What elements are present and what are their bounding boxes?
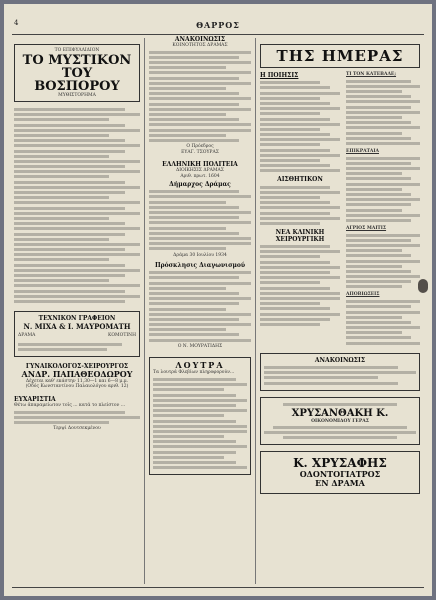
kindergarten-ad: ΝΕΑ ΚΛΙΝΙΚΗ ΧΕΙΡΟΥΡΓΙΚΗ xyxy=(275,228,325,243)
daily-box xyxy=(260,44,420,68)
police-date: Αριθ. πρωτ. 1604 xyxy=(180,173,220,179)
dentist-box xyxy=(260,451,420,494)
dentist-city: ΕΝ ΔΡΑΜΑ xyxy=(315,478,365,489)
printing-locations xyxy=(18,333,136,339)
right-top-two-cols xyxy=(260,72,420,347)
serial-label: ΤΟ ΕΠΙΦΥΛΛΙΔΙΟΝ xyxy=(54,48,100,53)
section-title: Δήμαρχος Δράμας xyxy=(169,181,231,189)
grand-title: ΧΡΥΣΑΝΘΑΚΗ Κ. xyxy=(291,407,389,419)
dentist-name: Κ. ΧΡΥΣΑΦΗΣ xyxy=(293,456,387,471)
thanks-title: ΕΥΧΑΡΙΣΤΙΑ xyxy=(14,395,56,403)
printing-heading: ΤΕΧΝΙΚΟΝ ΓΡΑΦΕΙΟΝ xyxy=(38,314,116,322)
notice-block xyxy=(149,36,251,49)
serial-box xyxy=(14,44,140,102)
police-block xyxy=(149,161,251,188)
serial-text xyxy=(14,108,140,303)
loutra-text: Τα λουτρά Φλεβίων πληροφορούν... xyxy=(153,370,235,376)
signature-block: Ο Πρόεδρος ΕΥΑΓ. ΤΣΟΥΡΑΣ xyxy=(181,144,219,155)
art-header: ΑΙΣΘΗΤΙΚΟΝ xyxy=(277,176,323,184)
masthead xyxy=(4,20,432,32)
thanks-ad xyxy=(14,396,140,432)
loutra-box xyxy=(149,357,251,475)
binding-mark xyxy=(418,279,428,293)
serial-title-1: ΤΟ ΜΥΣΤΙΚΟΝ xyxy=(22,52,132,68)
doctor-ad xyxy=(14,363,140,390)
left-column xyxy=(14,34,140,432)
newspaper-page xyxy=(4,4,432,596)
column-separator-1 xyxy=(144,38,145,584)
loutra-heading: ΛΟΥΤΡΑ xyxy=(175,360,225,371)
police-title: ΕΛΛΗΝΙΚΗ ΠΟΛΙΤΕΙΑ xyxy=(162,161,238,169)
right-column xyxy=(260,34,420,494)
newspaper-name: ΘΑΡΡΟΣ xyxy=(196,20,240,30)
left-small-heading: ΤΙ ΤΟΝ ΚΑΤΕΒΑΛΕ; xyxy=(346,72,397,77)
serial-byline: ΜΥΘΙΣΤΟΡΗΜΑ xyxy=(58,92,96,98)
printing-ad xyxy=(14,311,140,357)
column-separator-2 xyxy=(255,38,256,584)
date-line: Δράμα 30 Ιουλίου 1934 xyxy=(173,252,227,258)
daily-title: ΤΗΣ ΗΜΕΡΑΣ xyxy=(276,47,404,65)
police-sub: ΔΙΟΙΚΗΣΙΣ ΔΡΑΜΑΣ xyxy=(176,168,224,174)
thanks-text: Θέτω ἀπαραμείωτον τοῖς ... κατά το πλείστον ... xyxy=(14,402,126,408)
grand-sub: ΟΙΚΟΝΟΜΙΔΟΥ ΓΕΡΑΣ xyxy=(311,418,369,424)
printing-names: Ν. ΜΙΧΑ & Ι. ΜΑΥΡΟΜΑΤΗ xyxy=(23,321,131,331)
obituary-title: ΑΠΟΒΙΩΣΕΙΣ xyxy=(346,292,380,298)
kindergarten-block xyxy=(149,262,251,269)
printing-left-label: ΔΡΑΜΑ xyxy=(18,332,36,338)
dates-heading: ΑΓΡΙΟΣ ΜΑΙΤΙΣ xyxy=(346,225,387,231)
poems-heading: Η ΠΟΙΗΣΙΣ xyxy=(260,72,299,79)
bottom-notice-box xyxy=(260,353,420,391)
bottom-notice-title: ΑΝΑΚΟΙΝΩΣΙΣ xyxy=(314,356,366,364)
kindergarten-title: Πρόσκλησις Διαγωνισμού xyxy=(154,262,246,269)
page-number: 4 xyxy=(14,19,19,27)
printing-right-label: ΚΟΜΟΤΙΝΗ xyxy=(108,332,136,338)
notice-title: ΑΝΑΚΟΙΝΩΣΙΣ xyxy=(174,36,226,43)
signature2: Ο Ν. ΜΟΥΡΑΤΙΔΗΣ xyxy=(177,343,223,349)
serial-title-2: ΤΟΥ ΒΟΣΠΟΡΟΥ xyxy=(34,65,120,94)
bottom-rule xyxy=(12,587,424,588)
notice-sub: ΚΟΙΝΟΤΗΤΟΣ ΔΡΑΜΑΣ xyxy=(172,43,228,48)
doctor-text2: (Οδός Κωνσταντίνου Παλαιολόγου αριθ. 12) xyxy=(25,384,129,390)
dentist-title: ΟΔΟΝΤΟΓΙΑΤΡΟΣ xyxy=(299,469,381,480)
news-col xyxy=(346,72,420,347)
poems-col xyxy=(260,72,340,347)
thanks-signature: Τερψί Δουτσεκμένου xyxy=(53,426,101,432)
grand-box xyxy=(260,397,420,446)
middle-column xyxy=(149,34,251,475)
doctor-text1: Δέχεται καθ' εκάστην 11,30—1 και 6—8 μ.μ. xyxy=(25,378,129,384)
doctor-line1: ΓΥΝΑΙΚΟΛΟΓΟΣ-ΧΕΙΡΟΥΡΓΟΣ xyxy=(25,362,129,370)
news-block: ΕΠΙΚΡΑΤΑΙΑ xyxy=(346,148,380,154)
doctor-name: ΑΝΔΡ. ΠΑΠΑΘΕΟΔΩΡΟΥ xyxy=(21,368,133,379)
